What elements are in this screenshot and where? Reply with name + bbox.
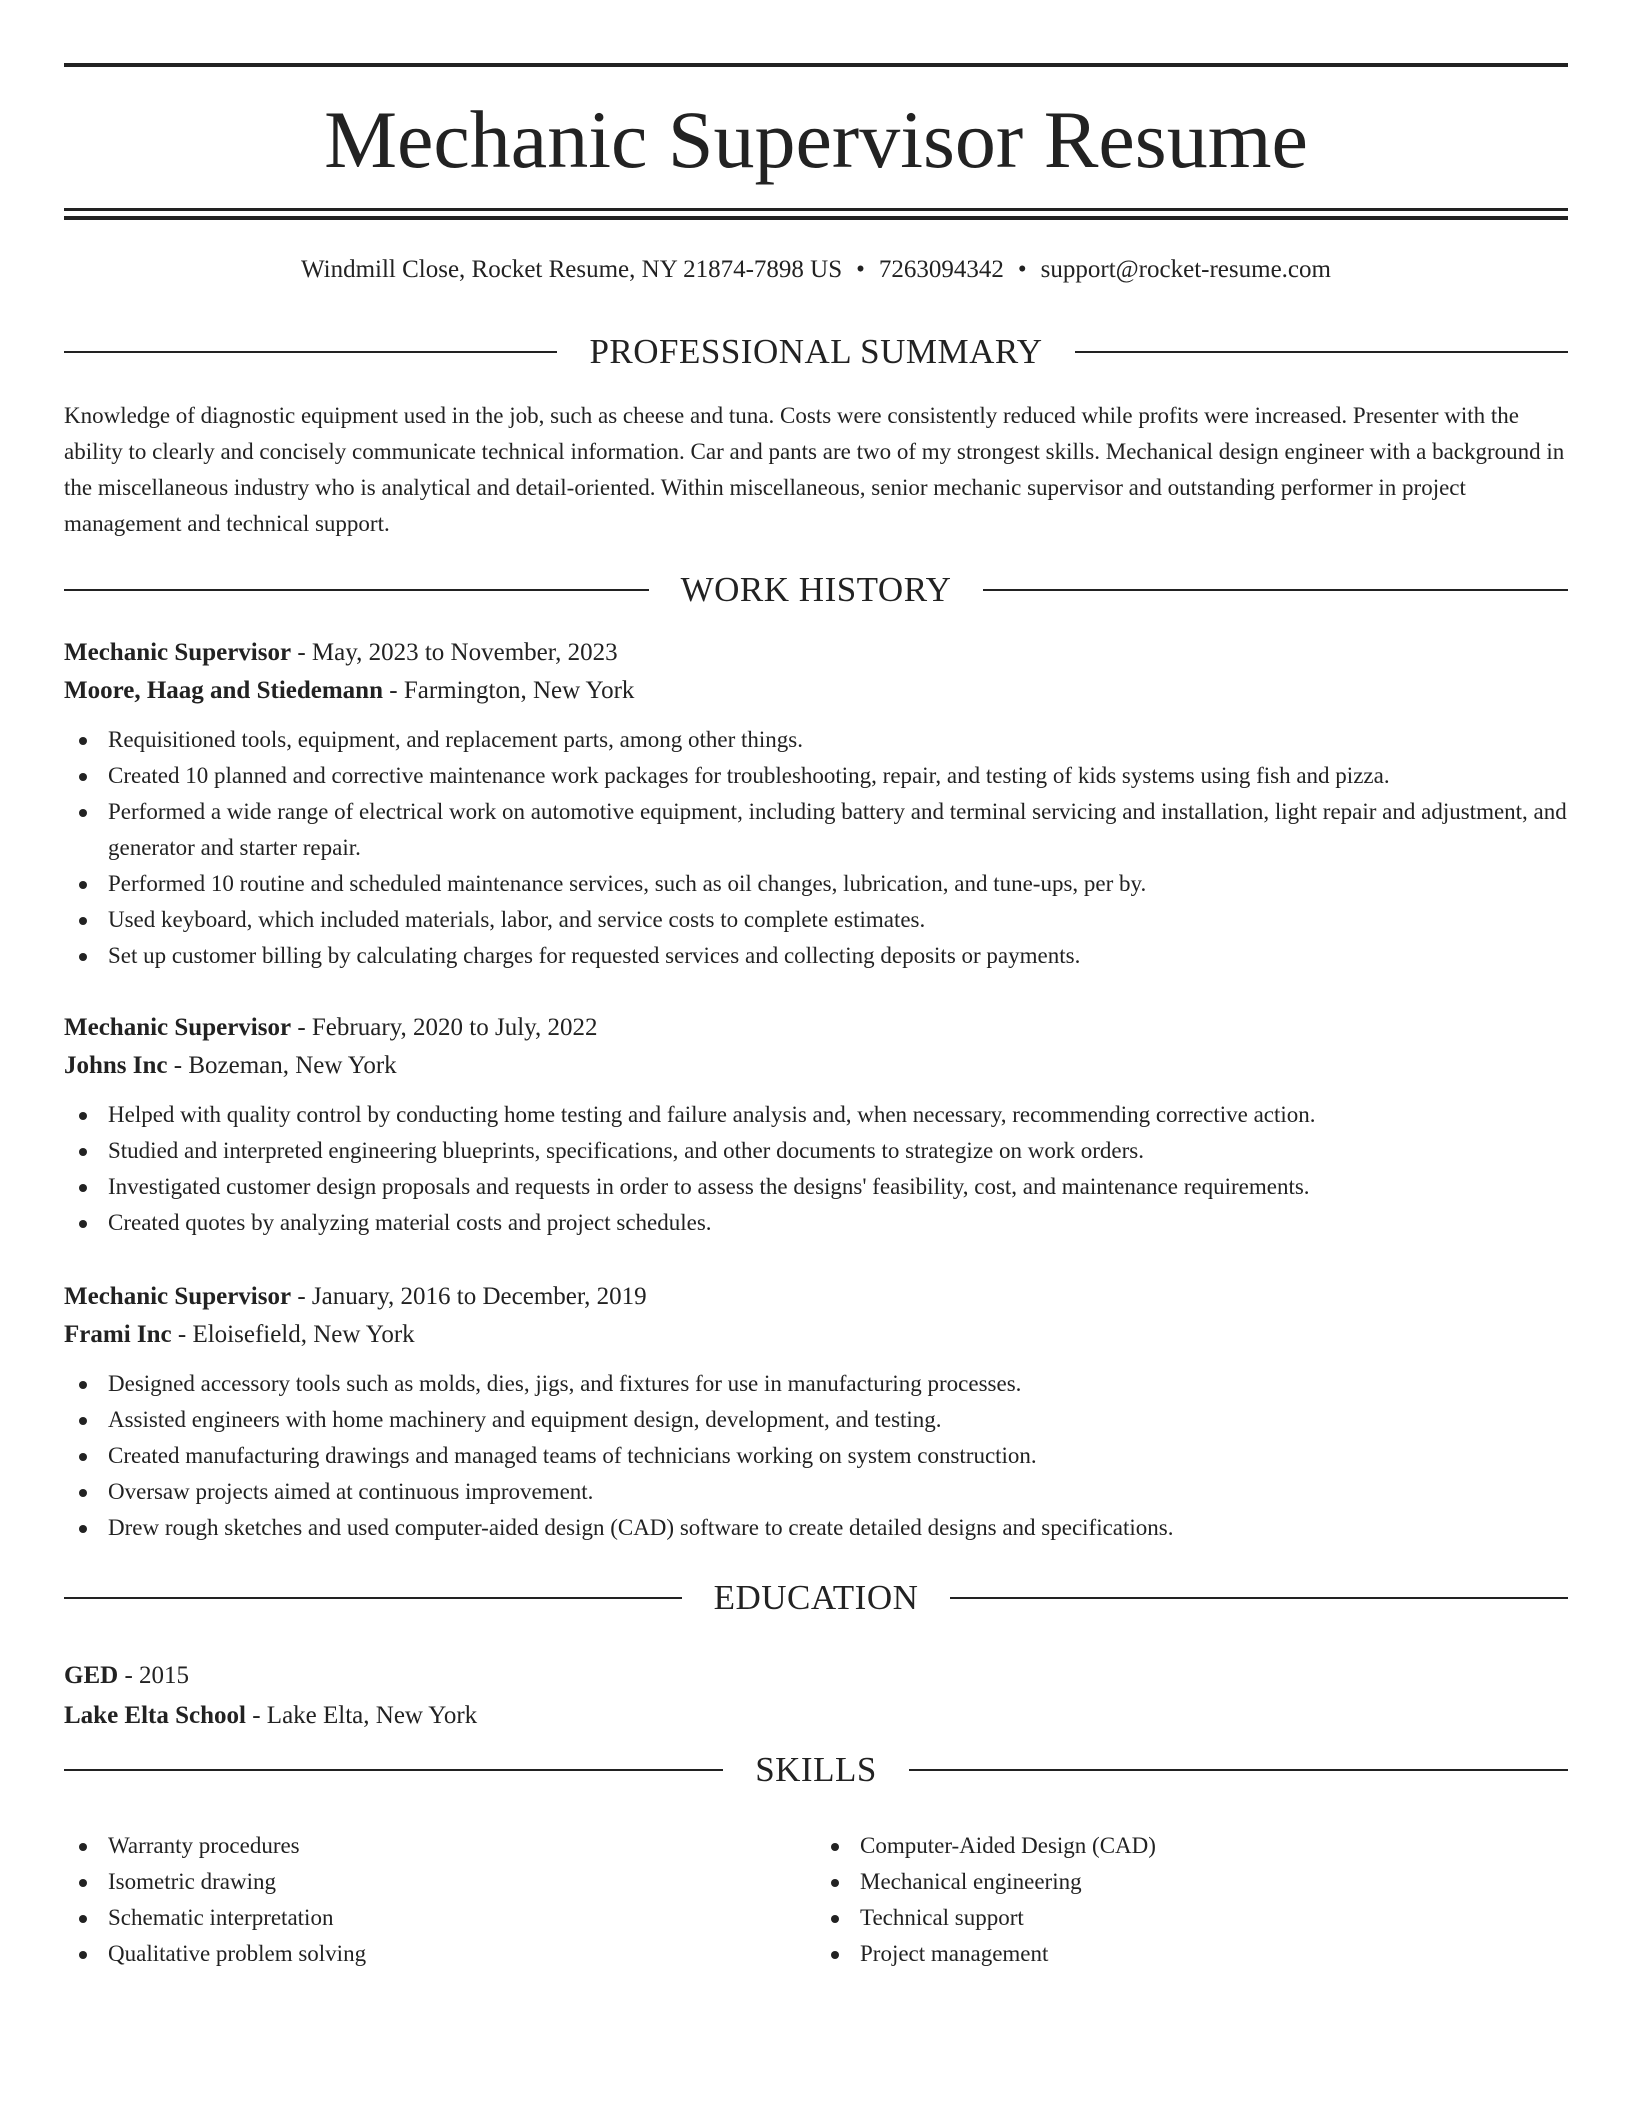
job-heading xyxy=(64,1009,1568,1047)
bullet-dot xyxy=(79,1879,87,1887)
education-location: - Lake Elta, New York xyxy=(245,1702,478,1729)
section-title: WORK HISTORY xyxy=(680,570,952,609)
job-title: Mechanic Supervisor xyxy=(64,1014,292,1041)
contact-phone: 7263094342 xyxy=(878,256,1004,283)
job-location: - Farmington, New York xyxy=(383,677,635,704)
job-entry xyxy=(64,1278,1568,1546)
list-item xyxy=(64,794,1568,866)
bullet-text: Designed accessory tools such as molds, dies, jigs, and fixtures for use in manufacturing processes. xyxy=(108,1371,1022,1396)
list-item xyxy=(64,722,1568,758)
bullet-text: Investigated customer design proposals and requests in order to assess the designs' feasibility, cost, and maintenance requirements. xyxy=(108,1174,1310,1199)
title-underline-thick xyxy=(64,216,1568,220)
bullet-dot xyxy=(831,1879,839,1887)
bullet-text: Created manufacturing drawings and managed teams of technicians working on system construction. xyxy=(108,1443,1037,1468)
list-item xyxy=(64,1205,1568,1241)
bullet-dot xyxy=(831,1843,839,1851)
bullet-dot xyxy=(79,809,87,817)
section-divider xyxy=(64,1597,682,1599)
section-divider xyxy=(64,589,649,591)
contact-line xyxy=(64,254,1568,286)
section-divider xyxy=(64,1769,723,1771)
education-degree-line xyxy=(64,1656,1568,1696)
education-year: - 2015 xyxy=(118,1662,190,1689)
skill-text: Computer-Aided Design (CAD) xyxy=(860,1833,1156,1858)
skill-text: Isometric drawing xyxy=(108,1869,276,1894)
job-entry xyxy=(64,634,1568,974)
bullet-dot xyxy=(79,737,87,745)
list-item xyxy=(64,1438,1568,1474)
section-header-work xyxy=(64,568,1568,612)
contact-email: support@rocket-resume.com xyxy=(1040,256,1331,283)
list-item xyxy=(64,902,1568,938)
bullet-dot xyxy=(79,1489,87,1497)
job-dates: - May, 2023 to November, 2023 xyxy=(291,639,618,666)
job-entry xyxy=(64,1009,1568,1241)
section-divider xyxy=(909,1769,1568,1771)
education-entry xyxy=(64,1656,1568,1736)
job-dates: - January, 2016 to December, 2019 xyxy=(291,1283,647,1310)
section-divider xyxy=(64,351,557,353)
section-title: EDUCATION xyxy=(713,1578,919,1617)
job-dates: - February, 2020 to July, 2022 xyxy=(291,1014,598,1041)
section-header-summary xyxy=(64,330,1568,374)
list-item xyxy=(64,1402,1568,1438)
list-item xyxy=(816,1936,1568,1972)
job-title: Mechanic Supervisor xyxy=(64,1283,292,1310)
bullet-dot xyxy=(79,1220,87,1228)
bullet-text: Used keyboard, which included materials, labor, and service costs to complete estimates. xyxy=(108,907,926,932)
bullet-text: Oversaw projects aimed at continuous improvement. xyxy=(108,1479,594,1504)
section-divider xyxy=(950,1597,1568,1599)
list-item xyxy=(64,1169,1568,1205)
skills-grid xyxy=(64,1828,1568,1972)
list-item xyxy=(64,1510,1568,1546)
bullet-text: Requisitioned tools, equipment, and replacement parts, among other things. xyxy=(108,727,803,752)
bullet-dot xyxy=(79,917,87,925)
job-bullets xyxy=(64,1366,1568,1546)
skill-text: Qualitative problem solving xyxy=(108,1941,367,1966)
list-item xyxy=(64,1474,1568,1510)
skill-text: Technical support xyxy=(860,1905,1024,1930)
bullet-text: Drew rough sketches and used computer-aided design (CAD) software to create detailed designs and specifications. xyxy=(108,1515,1174,1540)
bullet-dot xyxy=(79,1112,87,1120)
bullet-dot xyxy=(831,1951,839,1959)
job-heading xyxy=(64,634,1568,672)
bullet-dot xyxy=(79,773,87,781)
bullet-dot xyxy=(79,1417,87,1425)
bullet-dot xyxy=(79,1453,87,1461)
bullet-text: Assisted engineers with home machinery and equipment design, development, and testing. xyxy=(108,1407,942,1432)
contact-address: Windmill Close, Rocket Resume, NY 21874-7898 US xyxy=(301,256,843,283)
bullet-text: Set up customer billing by calculating charges for requested services and collecting deposits or payments. xyxy=(108,943,1081,968)
contact-separator: • xyxy=(1017,256,1027,283)
bullet-text: Helped with quality control by conducting home testing and failure analysis and, when necessary, recommending corrective action. xyxy=(108,1102,1316,1127)
job-company: Frami Inc xyxy=(64,1321,172,1348)
job-employer xyxy=(64,1047,1568,1085)
section-title: SKILLS xyxy=(755,1750,877,1789)
skill-text: Warranty procedures xyxy=(108,1833,300,1858)
job-employer xyxy=(64,1316,1568,1354)
skills-list xyxy=(64,1828,816,1972)
top-rule xyxy=(64,63,1568,67)
skills-column-right xyxy=(816,1828,1568,1972)
skill-text: Mechanical engineering xyxy=(860,1869,1082,1894)
list-item xyxy=(64,1936,816,1972)
list-item xyxy=(64,1900,816,1936)
list-item xyxy=(64,1097,1568,1133)
bullet-dot xyxy=(79,1843,87,1851)
education-school: Lake Elta School xyxy=(64,1702,246,1729)
education-school-line xyxy=(64,1696,1568,1736)
bullet-dot xyxy=(79,1915,87,1923)
section-title: PROFESSIONAL SUMMARY xyxy=(589,332,1043,371)
job-heading xyxy=(64,1278,1568,1316)
education-degree: GED xyxy=(64,1662,119,1689)
list-item xyxy=(64,1864,816,1900)
list-item xyxy=(64,938,1568,974)
title-underline-thin xyxy=(64,208,1568,211)
bullet-dot xyxy=(79,881,87,889)
summary-text: Knowledge of diagnostic equipment used in the job, such as cheese and tuna. Costs were consistently reduced while profits were increased. Presenter with the ability to clearly and concisely communicate technical information. Car and pants are two of my strongest skills. Mechanical design engineer with a background in the miscellaneous industry who is analytical and detail-oriented. Within miscellaneous, senior mechanic supervisor and outstanding performer in project management and technical support. xyxy=(64,403,1565,536)
bullet-text: Performed 10 routine and scheduled maintenance services, such as oil changes, lubrication, and tune-ups, per by. xyxy=(108,871,1147,896)
list-item xyxy=(64,866,1568,902)
list-item xyxy=(816,1900,1568,1936)
list-item xyxy=(64,758,1568,794)
bullet-text: Performed a wide range of electrical work on automotive equipment, including battery and terminal servicing and installation, light repair and adjustment, and generator and starter repair. xyxy=(108,799,1567,860)
section-header-skills xyxy=(64,1748,1568,1792)
bullet-text: Created quotes by analyzing material costs and project schedules. xyxy=(108,1210,712,1235)
bullet-text: Created 10 planned and corrective maintenance work packages for troubleshooting, repair, and testing of kids systems using fish and pizza. xyxy=(108,763,1390,788)
bullet-text: Studied and interpreted engineering blueprints, specifications, and other documents to strategize on work orders. xyxy=(108,1138,1144,1163)
bullet-dot xyxy=(79,1184,87,1192)
bullet-dot xyxy=(79,1381,87,1389)
job-company: Johns Inc xyxy=(64,1052,168,1079)
job-bullets xyxy=(64,722,1568,974)
list-item xyxy=(64,1828,816,1864)
job-company: Moore, Haag and Stiedemann xyxy=(64,677,383,704)
skills-column-left xyxy=(64,1828,816,1972)
bullet-dot xyxy=(79,1525,87,1533)
section-header-education xyxy=(64,1576,1568,1620)
section-divider xyxy=(1075,351,1568,353)
job-location: - Bozeman, New York xyxy=(167,1052,397,1079)
skill-text: Project management xyxy=(860,1941,1049,1966)
skills-list xyxy=(816,1828,1568,1972)
job-title: Mechanic Supervisor xyxy=(64,639,292,666)
page-title: Mechanic Supervisor Resume xyxy=(324,94,1308,185)
section-divider xyxy=(983,589,1568,591)
contact-separator: • xyxy=(856,256,865,283)
list-item xyxy=(816,1828,1568,1864)
bullet-dot xyxy=(79,1951,87,1959)
job-location: - Eloisefield, New York xyxy=(171,1321,415,1348)
job-employer xyxy=(64,672,1568,710)
bullet-dot xyxy=(79,953,87,961)
bullet-dot xyxy=(79,1148,87,1156)
skill-text: Schematic interpretation xyxy=(108,1905,334,1930)
job-bullets xyxy=(64,1097,1568,1241)
list-item xyxy=(64,1133,1568,1169)
list-item xyxy=(816,1864,1568,1900)
list-item xyxy=(64,1366,1568,1402)
bullet-dot xyxy=(831,1915,839,1923)
